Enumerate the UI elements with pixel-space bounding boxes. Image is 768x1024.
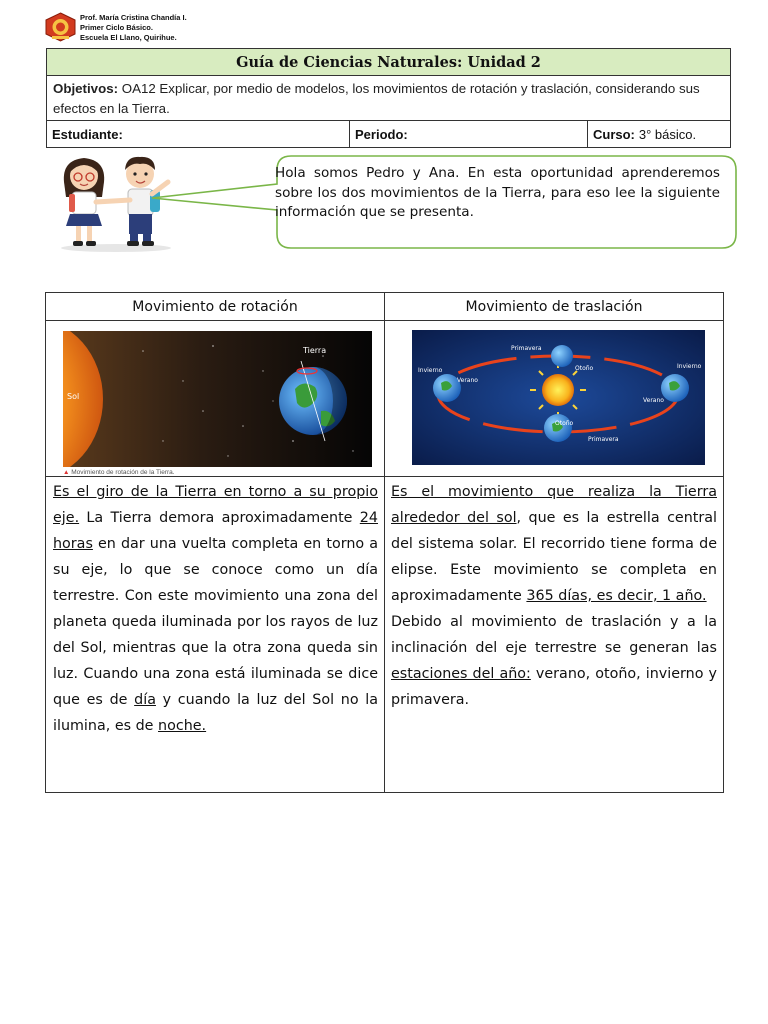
sun-label: Sol — [67, 392, 80, 401]
translation-definition: Es el movimiento que realiza la Tierra alrededor del sol — [391, 484, 717, 526]
school-name: Escuela El Llano, Quirihue. — [80, 33, 177, 42]
svg-text:Primavera: Primavera — [511, 345, 542, 352]
day-term: día — [134, 692, 156, 708]
period-label: Periodo: — [355, 126, 408, 142]
course-value: 3° básico. — [638, 126, 697, 142]
night-term: noche. — [158, 718, 207, 734]
guide-title: Guía de Ciencias Naturales: Unidad 2 — [47, 49, 730, 76]
speech-bubble-text: Hola somos Pedro y Ana. En esta oportunidad aprenderemos sobre los dos movimientos de la Tierra, para eso lee la siguiente información que se presenta. — [275, 165, 720, 220]
objective-label: Objetivos: — [53, 81, 119, 96]
rotation-duration: 24 horas — [53, 510, 378, 552]
course-cell — [588, 121, 730, 147]
cycle-name: Primer Ciclo Básico. — [80, 23, 153, 32]
objective-row — [47, 76, 730, 121]
svg-text:Otoño: Otoño — [575, 365, 594, 372]
school-info — [80, 13, 187, 43]
objective-text: OA12 Explicar, por medio de modelos, los movimientos de rotación y traslación, considerando sus efectos en la Tierra. — [53, 81, 700, 116]
student-cell[interactable] — [47, 121, 350, 147]
svg-text:Invierno: Invierno — [418, 367, 443, 374]
school-logo-icon — [44, 12, 77, 42]
student-label: Estudiante: — [52, 126, 123, 142]
earth-label: Tierra — [303, 346, 327, 355]
guide-title-table — [46, 48, 731, 148]
student-info-row — [47, 121, 730, 147]
column-divider — [384, 293, 385, 792]
seasons-term: estaciones del año: — [391, 666, 531, 682]
header-divider — [46, 320, 723, 321]
rotation-description: Es el giro de la Tierra en torno a su propio eje. La Tierra demora aproximadamente 24 horas en dar una vuelta completa en torno a su eje, lo que se conoce como un día terrestre. Con este movimiento una zona del planeta queda iluminada por los rayos de luz del Sol, mientras que la otra zona queda sin luz. Cuando una zona está iluminada se dice que es de día y cuando la luz del Sol no la ilumina, es de noche. — [53, 484, 378, 734]
svg-text:Verano: Verano — [643, 397, 664, 404]
translation-paragraph-1: Es el movimiento que realiza la Tierra alrededor del sol, que es la estrella central del sistema solar. El recorrido tiene forma de elipse. Este movimiento se completa en aproximadamente 365 días, es decir, 1 año. — [391, 484, 718, 604]
svg-text:Otoño: Otoño — [555, 420, 574, 427]
translation-description — [391, 479, 717, 713]
teacher-name: Prof. María Cristina Chandía I. — [80, 13, 187, 22]
svg-text:Invierno: Invierno — [677, 363, 702, 370]
translation-heading: Movimiento de traslación — [465, 298, 643, 315]
translation-image — [412, 330, 705, 465]
rotation-heading: Movimiento de rotación — [132, 298, 298, 315]
period-cell[interactable] — [350, 121, 588, 147]
rotation-image — [63, 331, 372, 467]
rotation-caption: ▲ Movimiento de rotación de la Tierra. — [63, 469, 175, 476]
translation-paragraph-2: Debido al movimiento de traslación y a la inclinación del eje terrestre se generan las estaciones del año: verano, otoño, invierno y primavera. — [391, 614, 717, 708]
rotation-definition: Es el giro de la Tierra en torno a su propio eje. — [53, 484, 378, 526]
image-row-divider — [46, 476, 723, 477]
svg-text:Verano: Verano — [457, 377, 478, 384]
translation-duration: 365 días, es decir, 1 año. — [526, 588, 707, 604]
movements-table — [45, 292, 724, 793]
course-label: Curso: — [593, 126, 635, 142]
svg-text:Primavera: Primavera — [588, 436, 619, 443]
school-header — [44, 12, 344, 44]
